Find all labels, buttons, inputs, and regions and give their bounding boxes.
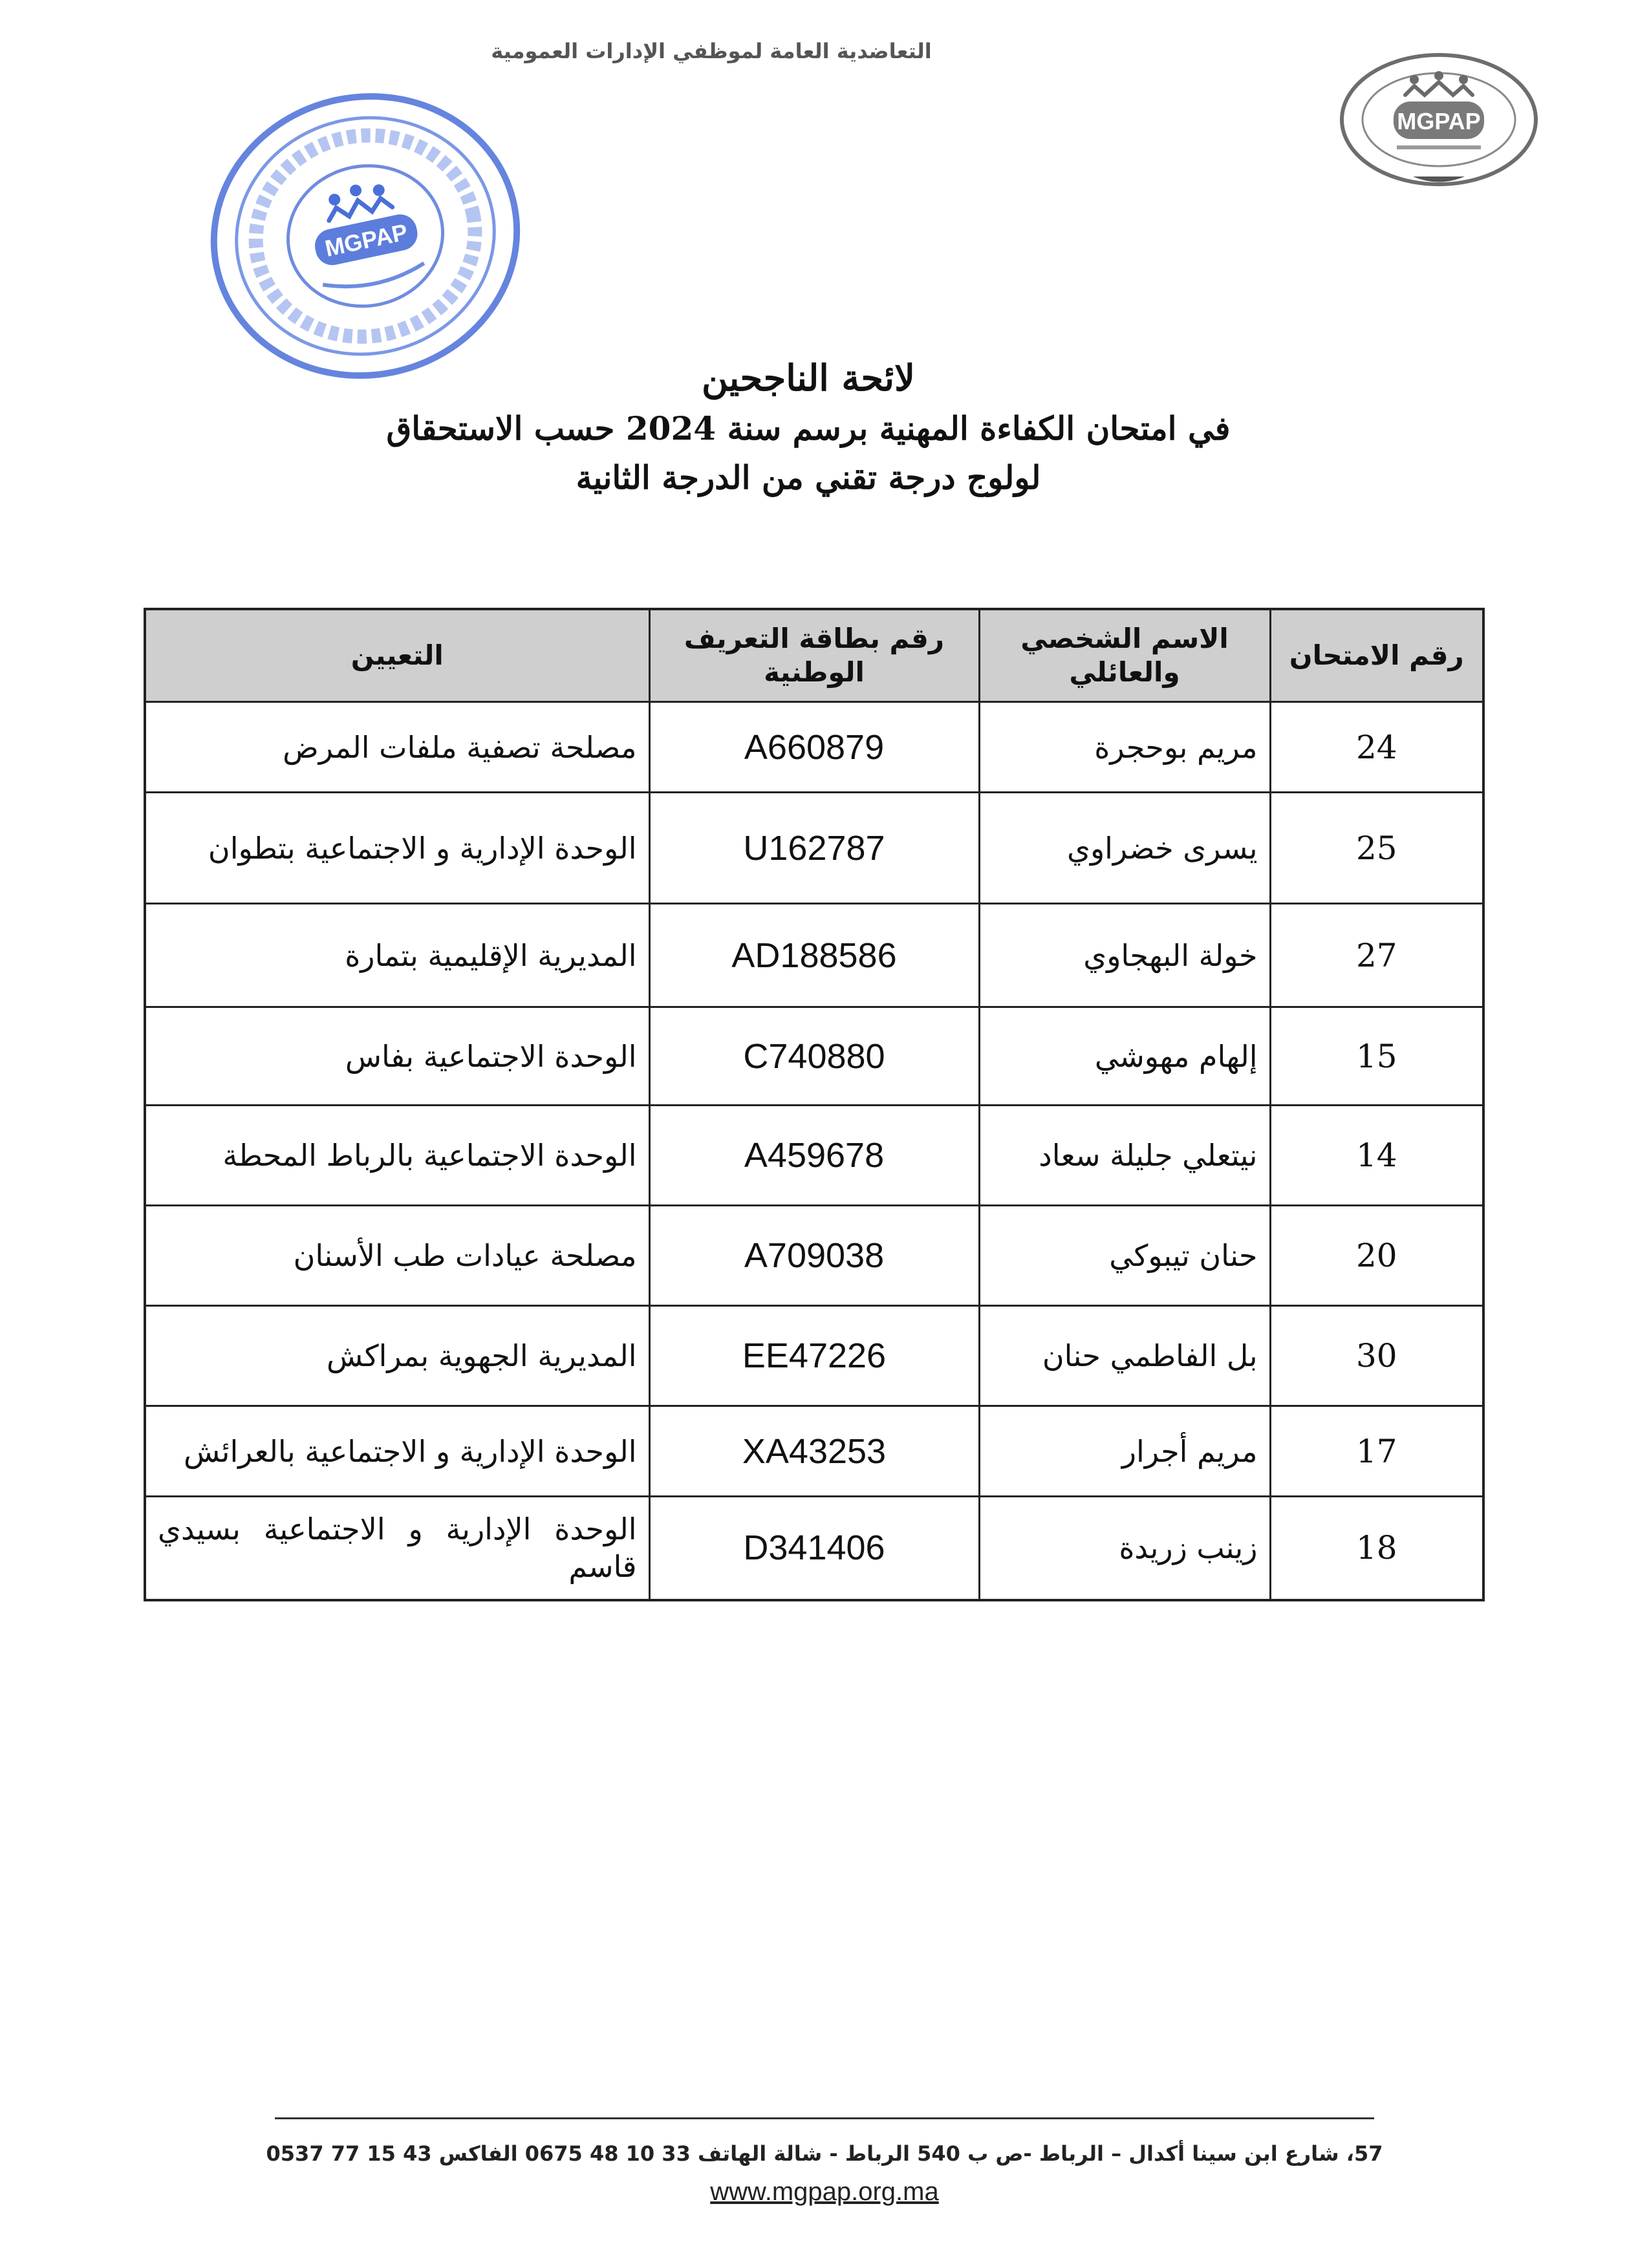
cell-assignment: المديرية الجهوية بمراكش (145, 1306, 649, 1406)
cell-full-name: يسرى خضراوي (979, 793, 1270, 904)
cell-cin: A660879 (649, 702, 979, 793)
cell-assignment: مصلحة عيادات طب الأسنان (145, 1206, 649, 1306)
cell-assignment: الوحدة الإدارية و الاجتماعية بالعرائش (145, 1406, 649, 1497)
table-row (145, 1497, 1483, 1600)
footer-divider (275, 2117, 1374, 2119)
table-row (145, 1306, 1483, 1406)
cell-full-name: حنان تيبوكي (979, 1206, 1270, 1306)
cell-cin: D341406 (649, 1497, 979, 1600)
header-assignment: التعيين (145, 609, 649, 702)
header-full-name: الاسم الشخصي والعائلي (979, 609, 1270, 702)
cell-cin: EE47226 (649, 1306, 979, 1406)
cell-exam-number: 27 (1270, 904, 1483, 1007)
cell-exam-number: 30 (1270, 1306, 1483, 1406)
mgpap-logo (1335, 48, 1542, 191)
cell-exam-number: 14 (1270, 1106, 1483, 1206)
cell-full-name: مريم بوحجرة (979, 702, 1270, 793)
cell-exam-number: 20 (1270, 1206, 1483, 1306)
cell-assignment: مصلحة تصفية ملفات المرض (145, 702, 649, 793)
cell-full-name: نيتعلي جليلة سعاد (979, 1106, 1270, 1206)
cell-assignment: الوحدة الإدارية و الاجتماعية بسيدي قاسم (145, 1497, 649, 1600)
header-cin: رقم بطاقة التعريف الوطنية (649, 609, 979, 702)
title-block (259, 352, 1358, 502)
organization-name: التعاضدية العامة لموظفي الإدارات العمومية (491, 39, 932, 63)
official-stamp (204, 81, 527, 391)
exam-subtitle: في امتحان الكفاءة المهنية برسم سنة 2024 حسب الاستحقاق (386, 409, 1231, 447)
cell-cin: XA43253 (649, 1406, 979, 1497)
cell-cin: AD188586 (649, 904, 979, 1007)
cell-full-name: بل الفاطمي حنان (979, 1306, 1270, 1406)
stamp-text: MGPAP (322, 218, 410, 262)
grade-subtitle: لولوج درجة تقني من الدرجة الثانية (576, 458, 1041, 497)
cell-exam-number: 24 (1270, 702, 1483, 793)
table-row (145, 904, 1483, 1007)
cell-full-name: خولة البهجاوي (979, 904, 1270, 1007)
cell-exam-number: 18 (1270, 1497, 1483, 1600)
cell-exam-number: 25 (1270, 793, 1483, 904)
cell-assignment: الوحدة الاجتماعية بالرباط المحطة (145, 1106, 649, 1206)
cell-assignment: المديرية الإقليمية بتمارة (145, 904, 649, 1007)
footer-website-link[interactable]: www.mgpap.org.ma (710, 2177, 939, 2206)
header-exam-number: رقم الامتحان (1270, 609, 1483, 702)
cell-full-name: زينب زريدة (979, 1497, 1270, 1600)
cell-exam-number: 17 (1270, 1406, 1483, 1497)
table-header-row (145, 609, 1483, 702)
results-table (144, 608, 1485, 1601)
footer-address: 57، شارع ابن سينا أكدال – الرباط -ص ب 540 الرباط - شالة الهاتف 33 10 48 0675 الفاكس 43 15 77 0537 (266, 2141, 1383, 2166)
table-row (145, 793, 1483, 904)
logo-text: MGPAP (1397, 108, 1481, 134)
cell-full-name: إلهام مهوشي (979, 1007, 1270, 1106)
cell-cin: U162787 (649, 793, 979, 904)
cell-cin: C740880 (649, 1007, 979, 1106)
cell-cin: A459678 (649, 1106, 979, 1206)
cell-assignment: الوحدة الاجتماعية بفاس (145, 1007, 649, 1106)
table-row (145, 1206, 1483, 1306)
cell-full-name: مريم أجرار (979, 1406, 1270, 1497)
table-row (145, 1406, 1483, 1497)
cell-exam-number: 15 (1270, 1007, 1483, 1106)
table-row (145, 1007, 1483, 1106)
list-title: لائحة الناجحين (701, 357, 916, 400)
table-row (145, 1106, 1483, 1206)
table-row (145, 702, 1483, 793)
cell-cin: A709038 (649, 1206, 979, 1306)
cell-assignment: الوحدة الإدارية و الاجتماعية بتطوان (145, 793, 649, 904)
